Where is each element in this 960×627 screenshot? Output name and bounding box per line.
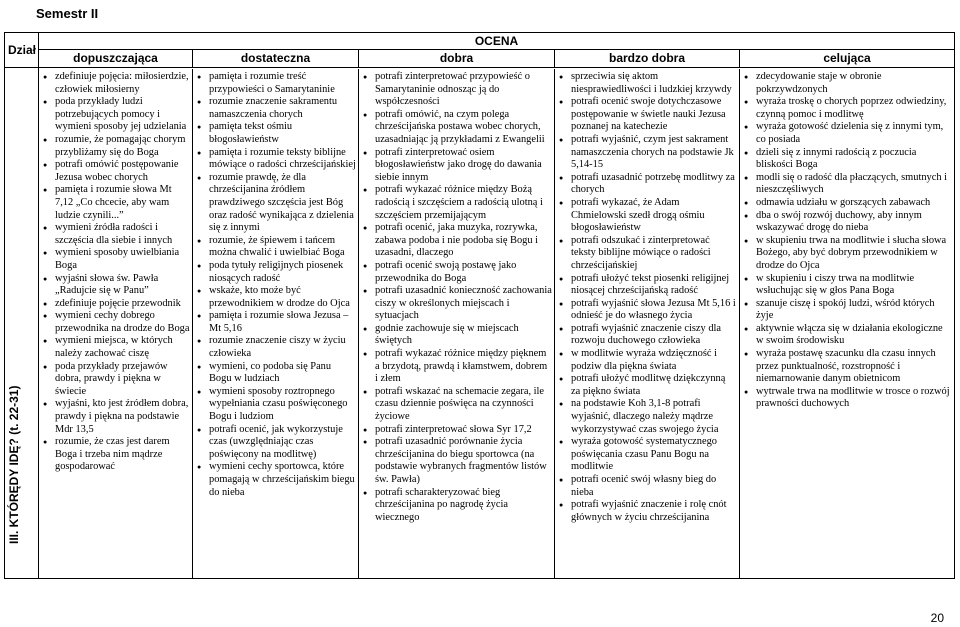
criterion-item: ● wyraża gotowość dzielenia się z innymi tym, co posiada [743,121,952,146]
criterion-item: ● w skupieniu trwa na modlitwie i słucha słowa Bożego, aby być dobrym przewodnikiem w drodze do Ojca [743,235,952,273]
criterion-item: ● rozumie, że czas jest darem Boga i trzeba nim mądrze gospodarować [42,436,190,474]
criterion-item: ● dba o swój rozwój duchowy, aby innym wskazywać drogę do nieba [743,210,952,235]
criterion-item: ● wytrwale trwa na modlitwie w trosce o rozwój prawności duchowych [743,386,952,411]
criterion-item: ● zdefiniuje pojęcie przewodnik [42,298,190,311]
criterion-item: ● szanuje ciszę i spokój ludzi, wśród których żyje [743,298,952,323]
criterion-item: ● potrafi zinterpretować przypowieść o Samarytaninie odnosząc ją do współczesności [362,71,552,109]
criterion-item: ● potrafi uzasadnić porównanie życia chrześcijanina do biegu sportowca (na podstawie wybranych fragmentów listów św. Pawła) [362,436,552,486]
header-dzial: Dział [5,33,39,68]
column-bardzo-dobra [555,69,740,579]
criterion-item: ● zdefiniuje pojęcia: miłosierdzie, człowiek miłosierny [42,71,190,96]
criterion-item: ● potrafi ułożyć modlitwę dziękczynną za piękno świata [558,373,737,398]
criterion-item: ● potrafi scharakteryzować bieg chrześcijanina po nagrodę życia wiecznego [362,487,552,525]
criterion-item: ● pamięta i rozumie słowa Jezusa – Mt 5,16 [196,310,356,335]
criterion-item: ● potrafi omówić, na czym polega chrześcijańska postawa wobec chorych, uzasadniając ją przykładami z Ewangelii [362,109,552,147]
criterion-item: ● potrafi ocenić swoje dotychczasowe postępowanie w świetle nauki Jezusa poznanej na katechezie [558,96,737,134]
semester-title: Semestr II [36,6,99,21]
criterion-item: ● potrafi uzasadnić potrzebę modlitwy za chorych [558,172,737,197]
criterion-item: ● potrafi wyjaśnić znaczenie ciszy dla rozwoju duchowego człowieka [558,323,737,348]
criterion-item: ● wymieni źródła radości i szczęścia dla siebie i innych [42,222,190,247]
criterion-item: ● potrafi wykazać różnice między Bożą radością i szczęściem a radością ulotną i szczęściem przemijającym [362,184,552,222]
criterion-item: ● modli się o radość dla płaczących, smutnych i nieszczęśliwych [743,172,952,197]
criterion-item: ● dzieli się z innymi radością z poczucia bliskości Boga [743,147,952,172]
criterion-item: ● aktywnie włącza się w działania ekologiczne w swoim środowisku [743,323,952,348]
criterion-item: ● potrafi zinterpretować słowa Syr 17,2 [362,424,552,437]
criterion-item: ● potrafi zinterpretować osiem błogosławieństw jako drogę do dawania siebie innym [362,147,552,185]
criterion-item: ● potrafi odszukać i zinterpretować teksty biblijne mówiące o radości chrześcijańskiej [558,235,737,273]
criterion-item: ● potrafi ocenić swoją postawę jako przewodnika do Boga [362,260,552,285]
criterion-item: ● odmawia udziału w gorszących zabawach [743,197,952,210]
criterion-item: ● rozumie znaczenie sakramentu namaszczenia chorych [196,96,356,121]
criterion-item: ● na podstawie Koh 3,1-8 potrafi wyjaśnić, dlaczego należy mądrze wykorzystywać czas swojego życia [558,398,737,436]
criterion-item: ● wskaże, kto może być przewodnikiem w drodze do Ojca [196,285,356,310]
criterion-item: ● potrafi wykazać, że Adam Chmielowski szedł drogą ośmiu błogosławieństw [558,197,737,235]
criterion-item: ● potrafi omówić postępowanie Jezusa wobec chorych [42,159,190,184]
criterion-item: ● wyjaśni słowa św. Pawła „Radujcie się w Panu” [42,273,190,298]
criterion-item: ● wymieni cechy sportowca, które pomagają w chrześcijańskim biegu do nieba [196,461,356,499]
criterion-item: ● godnie zachowuje się w miejscach świętych [362,323,552,348]
criterion-item: ● potrafi wskazać na schemacie zegara, ile czasu dziennie poświęca na czynności życiowe [362,386,552,424]
section-cell [5,68,39,578]
criterion-item: ● rozumie prawdę, że dla chrześcijanina źródłem prawdziwego szczęścia jest Bóg oraz radość wynikająca z dzielenia się z innymi [196,172,356,235]
criterion-item: ● potrafi uzasadnić konieczność zachowania ciszy w określonych miejscach i sytuacjach [362,285,552,323]
criterion-item: ● sprzeciwia się aktom niesprawiedliwości i ludzkiej krzywdy [558,71,737,96]
criterion-item: ● wymieni sposoby uwielbiania Boga [42,247,190,272]
criterion-item: ● wyraża postawę szacunku dla czasu innych przez punktualność, rozstropność i niemarnowanie danym obietnicom [743,348,952,386]
criterion-item: ● pamięta i rozumie treść przypowieści o Samarytaninie [196,71,356,96]
criterion-item: ● potrafi ocenić, jaka muzyka, rozrywka, zabawa podoba i nie podoba się Bogu i uzasadni, dlaczego [362,222,552,260]
level-dopuszczajaca: dopuszczająca [39,50,193,68]
criterion-item: ● potrafi wykazać różnice między pięknem a brzydotą, prawdą i kłamstwem, dobrem i złem [362,348,552,386]
criterion-item: ● pamięta tekst ośmiu błogosławieństw [196,121,356,146]
criterion-item: ● pamięta i rozumie teksty biblijne mówiące o radości chrześcijańskiej [196,147,356,172]
criterion-item: ● rozumie, że śpiewem i tańcem można chwalić i uwielbiać Boga [196,235,356,260]
level-dostateczna: dostateczna [193,50,359,68]
level-bardzo-dobra: bardzo dobra [555,50,740,68]
criterion-item: ● potrafi ocenić swój własny bieg do nieba [558,474,737,499]
criterion-item: ● rozumie znaczenie ciszy w życiu człowieka [196,335,356,360]
criterion-item: ● poda przykłady ludzi potrzebujących pomocy i wymieni sposoby jej udzielania [42,96,190,134]
criterion-item: ● wymieni miejsca, w których należy zachować ciszę [42,335,190,360]
criterion-item: ● potrafi wyjaśnić słowa Jezusa Mt 5,16 i odnieść je do własnego życia [558,298,737,323]
section-title: III. KTÓRĘDY IDĘ? (t. 22-31) [7,385,21,544]
criterion-item: ● rozumie, że pomagając chorym przybliżamy się do Boga [42,134,190,159]
level-dobra: dobra [359,50,555,68]
level-celujaca: celująca [740,50,954,68]
column-dostateczna [193,69,359,579]
grading-table [4,32,955,579]
header-ocena: OCENA [39,33,954,50]
column-dopuszczajaca [39,69,193,579]
criterion-item: ● w modlitwie wyraża wdzięczność i podziw dla piękna świata [558,348,737,373]
criterion-item: ● potrafi wyjaśnić, czym jest sakrament namaszczenia chorych na podstawie Jk 5,14-15 [558,134,737,172]
criterion-item: ● w skupieniu i ciszy trwa na modlitwie wsłuchując się w głos Pana Boga [743,273,952,298]
criterion-item: ● wyraża troskę o chorych poprzez odwiedziny, czynną pomoc i modlitwę [743,96,952,121]
column-celujaca [740,69,954,579]
criterion-item: ● wymieni cechy dobrego przewodnika na drodze do Boga [42,310,190,335]
column-dobra [359,69,555,579]
criterion-item: ● zdecydowanie staje w obronie pokrzywdzonych [743,71,952,96]
criterion-item: ● wyjaśni, kto jest źródłem dobra, prawdy i piękna na podstawie Mdr 13,5 [42,398,190,436]
criterion-item: ● poda przykłady przejawów dobra, prawdy i piękna w świecie [42,361,190,399]
criterion-item: ● wyraża gotowość systematycznego poświęcania czasu Panu Bogu na modlitwie [558,436,737,474]
criterion-item: ● potrafi wyjaśnić znaczenie i rolę cnót głównych w życiu chrześcijanina [558,499,737,524]
criterion-item: ● potrafi ocenić, jak wykorzystuje czas (uwzględniając czas poświęcony na modlitwę) [196,424,356,462]
page-number: 20 [930,611,944,625]
criterion-item: ● potrafi ułożyć tekst piosenki religijnej niosącej chrześcijańską radość [558,273,737,298]
criterion-item: ● poda tytuły religijnych piosenek niosących radość [196,260,356,285]
criterion-item: ● wymieni sposoby roztropnego wypełniania czasu poświęconego Bogu i ludziom [196,386,356,424]
criterion-item: ● pamięta i rozumie słowa Mt 7,12 „Co chcecie, aby wam ludzie czynili...” [42,184,190,222]
criterion-item: ● wymieni, co podoba się Panu Bogu w ludziach [196,361,356,386]
